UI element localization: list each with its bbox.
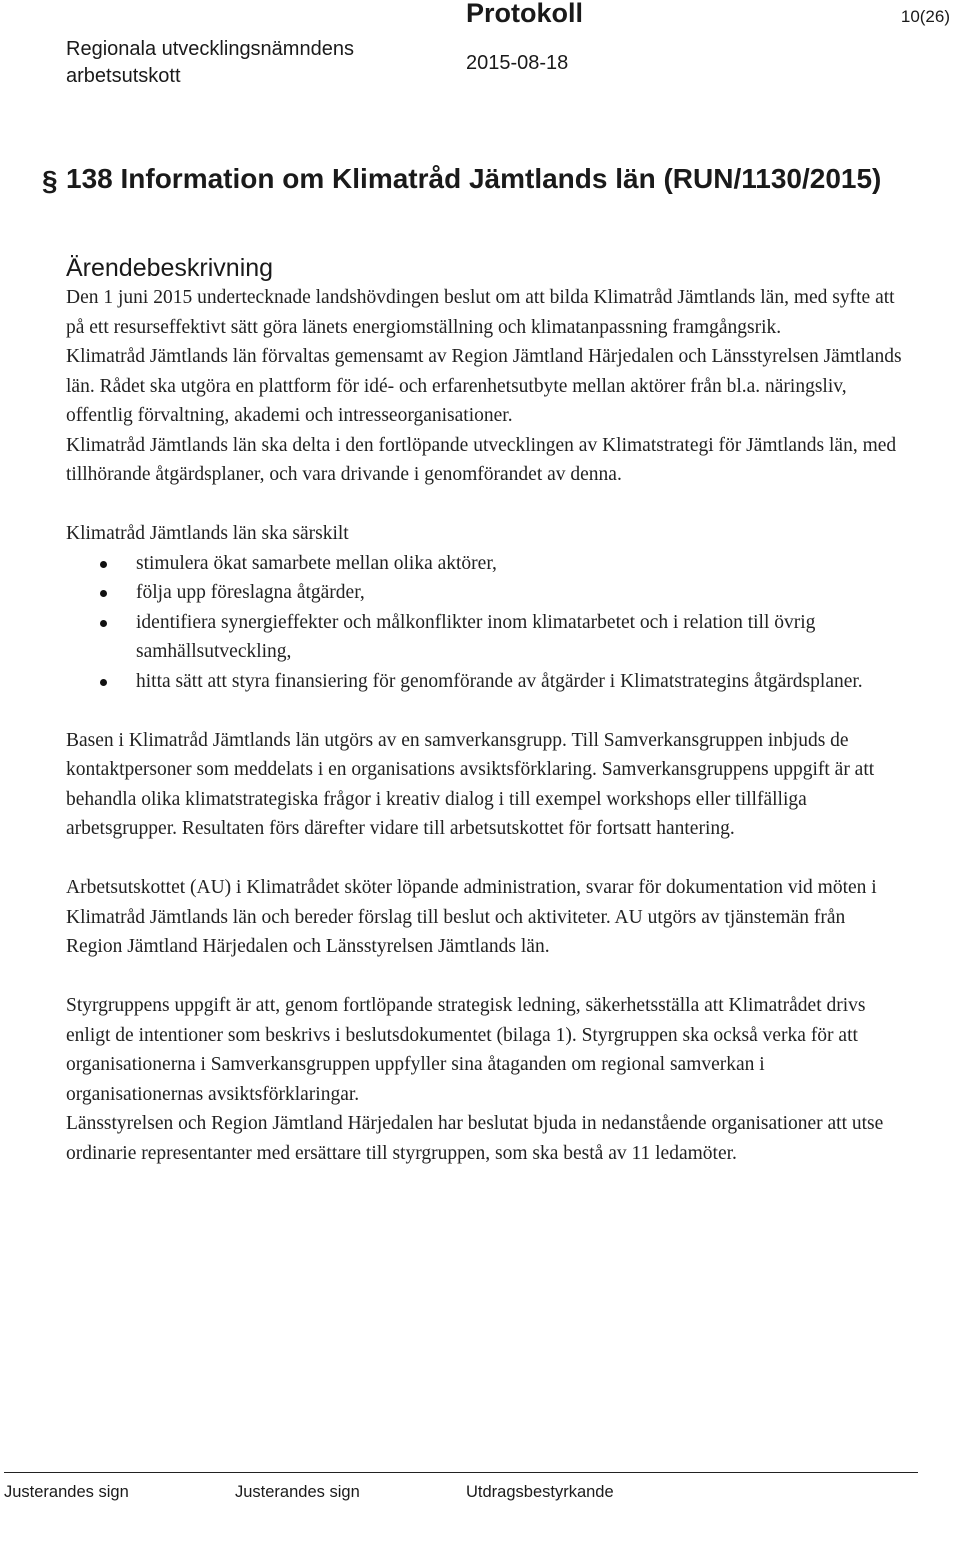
footer-divider [4, 1472, 918, 1473]
list-item [66, 608, 906, 667]
committee-name: Regionala utvecklingsnämndens arbetsutskott [66, 38, 354, 87]
list-item-text: hitta sätt att styra finansiering för genomförande av åtgärder i Klimatstrategins åtgärdsplaner. [136, 670, 863, 692]
task-list [66, 549, 906, 697]
signature-label-2: Justerandes sign [235, 1483, 360, 1501]
list-item [66, 549, 906, 579]
spacer [66, 490, 906, 520]
section-heading [42, 161, 926, 197]
paragraph-7: Länsstyrelsen och Region Jämtland Härjedalen har beslutat bjuda in nedanstående organisationer att utse ordinarie representanter med ersättare till styrgruppen, som ska bestå av 11 ledamöter. [66, 1113, 884, 1164]
case-description-heading: Ärendebeskrivning [66, 254, 274, 282]
bullet-icon [100, 679, 107, 686]
bullet-icon [100, 620, 107, 627]
list-intro: Klimatråd Jämtlands län ska särskilt [66, 523, 349, 544]
spacer [66, 962, 906, 992]
bullet-icon [100, 590, 107, 597]
certification-label: Utdragsbestyrkande [466, 1483, 614, 1501]
paragraph-6: Styrgruppens uppgift är att, genom fortlöpande strategisk ledning, säkerhetsställa att Klimatrådet drivs enligt de intentioner som beskrivs i beslutsdokumentet (bilaga 1). Styrgruppen ska också verka för att organisationerna i Samverkansgruppen uppfyller sina åtaganden om regional samverkan i organisationernas avsiktsförklaringar. [66, 995, 866, 1105]
page-number: 10(26) [900, 7, 950, 26]
spacer [66, 696, 906, 726]
paragraph-4: Basen i Klimatråd Jämtlands län utgörs av en samverkansgrupp. Till Samverkansgruppen inbjuds de kontaktpersoner som meddelats i en organisations avsiktsförklaring. Samverkansgruppens uppgift är att behandla olika klimatstrategiska frågor i kreativ dialog i till exempel workshops eller tillfälliga arbetsgrupper. Resultaten förs därefter vidare till arbetsutskottet för fortsatt hantering. [66, 729, 875, 839]
document-title: Protokoll [466, 0, 584, 28]
paragraph-5: Arbetsutskottet (AU) i Klimatrådet sköter löpande administration, svarar för dokumentation vid möten i Klimatråd Jämtlands län och bereder förslag till beslut och aktiviteter. AU utgörs av tjänstemän från Region Jämtland Härjedalen och Länsstyrelsen Jämtlands län. [66, 877, 877, 957]
list-item [66, 667, 906, 697]
paragraph-sign: § [42, 165, 58, 196]
list-item-text: följa upp föreslagna åtgärder, [136, 582, 365, 603]
list-item [66, 578, 906, 608]
meeting-date: 2015-08-18 [466, 52, 569, 74]
spacer [66, 844, 906, 874]
list-item-text: stimulera ökat samarbete mellan olika aktörer, [136, 552, 497, 574]
paragraph-3: Klimatråd Jämtlands län ska delta i den fortlöpande utvecklingen av Klimatstrategi för Jämtlands län, med tillhörande åtgärdsplaner, och vara drivande i genomförandet av denna. [66, 434, 897, 485]
paragraph-2: Klimatråd Jämtlands län förvaltas gemensamt av Region Jämtland Härjedalen och Länsstyrelsen Jämtlands län. Rådet ska utgöra en plattform för idé- och erfarenhetsutbyte mellan aktörer från bl.a. näringsliv, offentlig förvaltning, akademi och intresseorganisationer. [66, 346, 902, 426]
list-item-text: identifiera synergieffekter och målkonflikter inom klimatarbetet och i relation till övrig samhällsutveckling, [136, 611, 816, 662]
document-body [66, 283, 906, 1168]
section-title: 138 Information om Klimatråd Jämtlands län (RUN/1130/2015) [66, 163, 882, 194]
signature-label-1: Justerandes sign [4, 1483, 129, 1501]
paragraph-1: Den 1 juni 2015 undertecknade landshövdingen beslut om att bilda Klimatråd Jämtlands län, med syfte att på ett resurseffektivt sätt göra länets energiomställning och klimatanpassning framgångsrik. [66, 287, 895, 338]
bullet-icon [100, 561, 107, 568]
